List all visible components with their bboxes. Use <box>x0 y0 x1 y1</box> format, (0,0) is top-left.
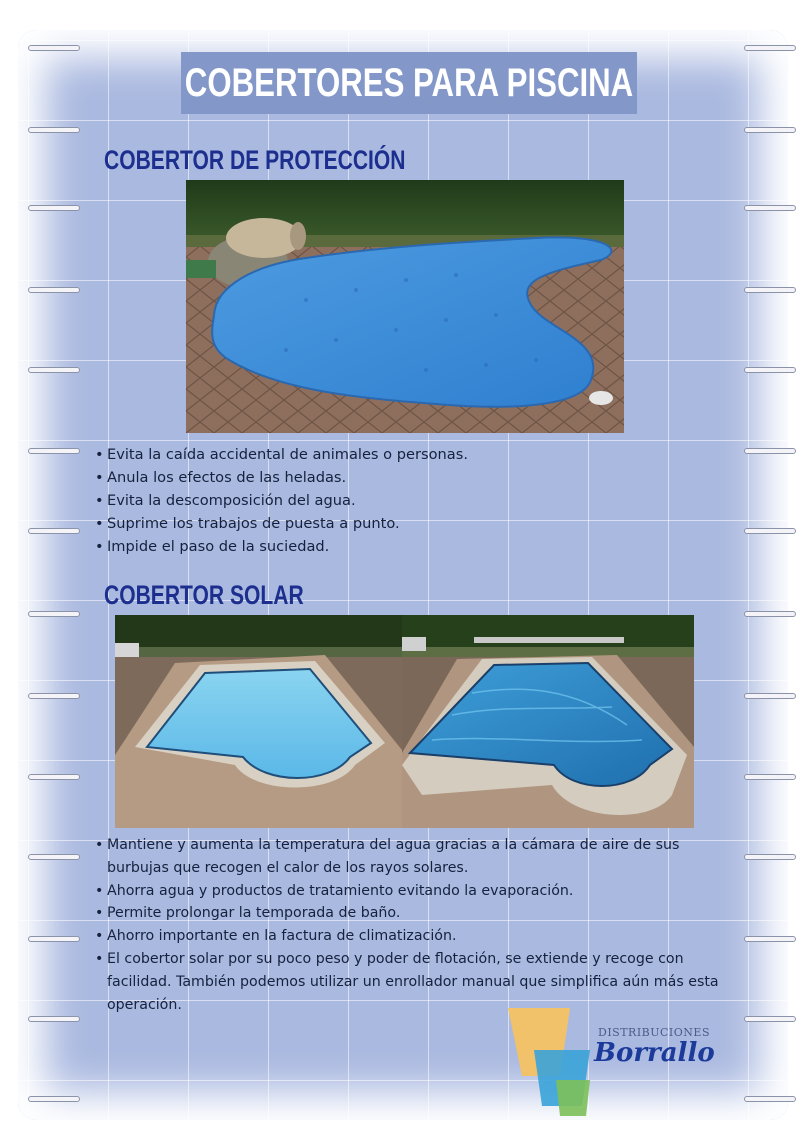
ring <box>744 854 796 860</box>
ring <box>744 528 796 534</box>
title-banner <box>181 52 637 114</box>
ring <box>28 448 80 454</box>
ring <box>28 367 80 373</box>
list-item: • Evita la caída accidental de animales o personas. <box>95 443 468 466</box>
logo-brand-name: Borrallo <box>594 1038 715 1068</box>
list-item: • Ahorro importante en la factura de climatización. <box>95 925 735 948</box>
ring <box>28 611 80 617</box>
logo-subtitle: DISTRIBUCIONES <box>598 1026 710 1039</box>
ring <box>28 127 80 133</box>
ring <box>28 45 80 51</box>
list-item: • Ahorra agua y productos de tratamiento evitando la evaporación. <box>95 880 735 903</box>
ring <box>744 611 796 617</box>
page-title: COBERTORES PARA PISCINA <box>184 60 634 105</box>
ring <box>28 287 80 293</box>
list-item: • Permite prolongar la temporada de baño. <box>95 902 735 925</box>
ring <box>744 1016 796 1022</box>
ring <box>28 936 80 942</box>
ring <box>744 45 796 51</box>
ring <box>744 936 796 942</box>
section-heading-solar: COBERTOR SOLAR <box>104 580 304 610</box>
ring <box>744 774 796 780</box>
ring <box>744 1096 796 1102</box>
pool-with-solar-cover-photo <box>402 615 694 828</box>
list-item: • Impide el paso de la suciedad. <box>95 535 468 558</box>
ring <box>744 693 796 699</box>
ring <box>744 127 796 133</box>
pool-without-cover-photo <box>115 615 402 828</box>
section-heading-protection: COBERTOR DE PROTECCIÓN <box>104 145 406 175</box>
ring <box>28 774 80 780</box>
ring <box>28 1096 80 1102</box>
list-item: • Anula los efectos de las heladas. <box>95 466 468 489</box>
protection-cover-photo <box>186 180 624 433</box>
ring <box>28 1016 80 1022</box>
ring <box>744 287 796 293</box>
list-item: • Suprime los trabajos de puesta a punto. <box>95 512 468 535</box>
protection-benefits-list <box>95 443 468 558</box>
list-item: • Mantiene y aumenta la temperatura del agua gracias a la cámara de aire de sus burbujas que recogen el calor de los rayos solares. <box>95 834 735 880</box>
ring <box>28 528 80 534</box>
ring <box>744 205 796 211</box>
list-item: • Evita la descomposición del agua. <box>95 489 468 512</box>
ring <box>28 205 80 211</box>
ring <box>28 693 80 699</box>
ring <box>744 367 796 373</box>
solar-benefits-list <box>95 834 735 1016</box>
ring <box>744 448 796 454</box>
ring <box>28 854 80 860</box>
list-item: • El cobertor solar por su poco peso y poder de flotación, se extiende y recoge con facilidad. También podemos utilizar un enrollador manual que simplifica aún más esta operación. <box>95 948 735 1016</box>
